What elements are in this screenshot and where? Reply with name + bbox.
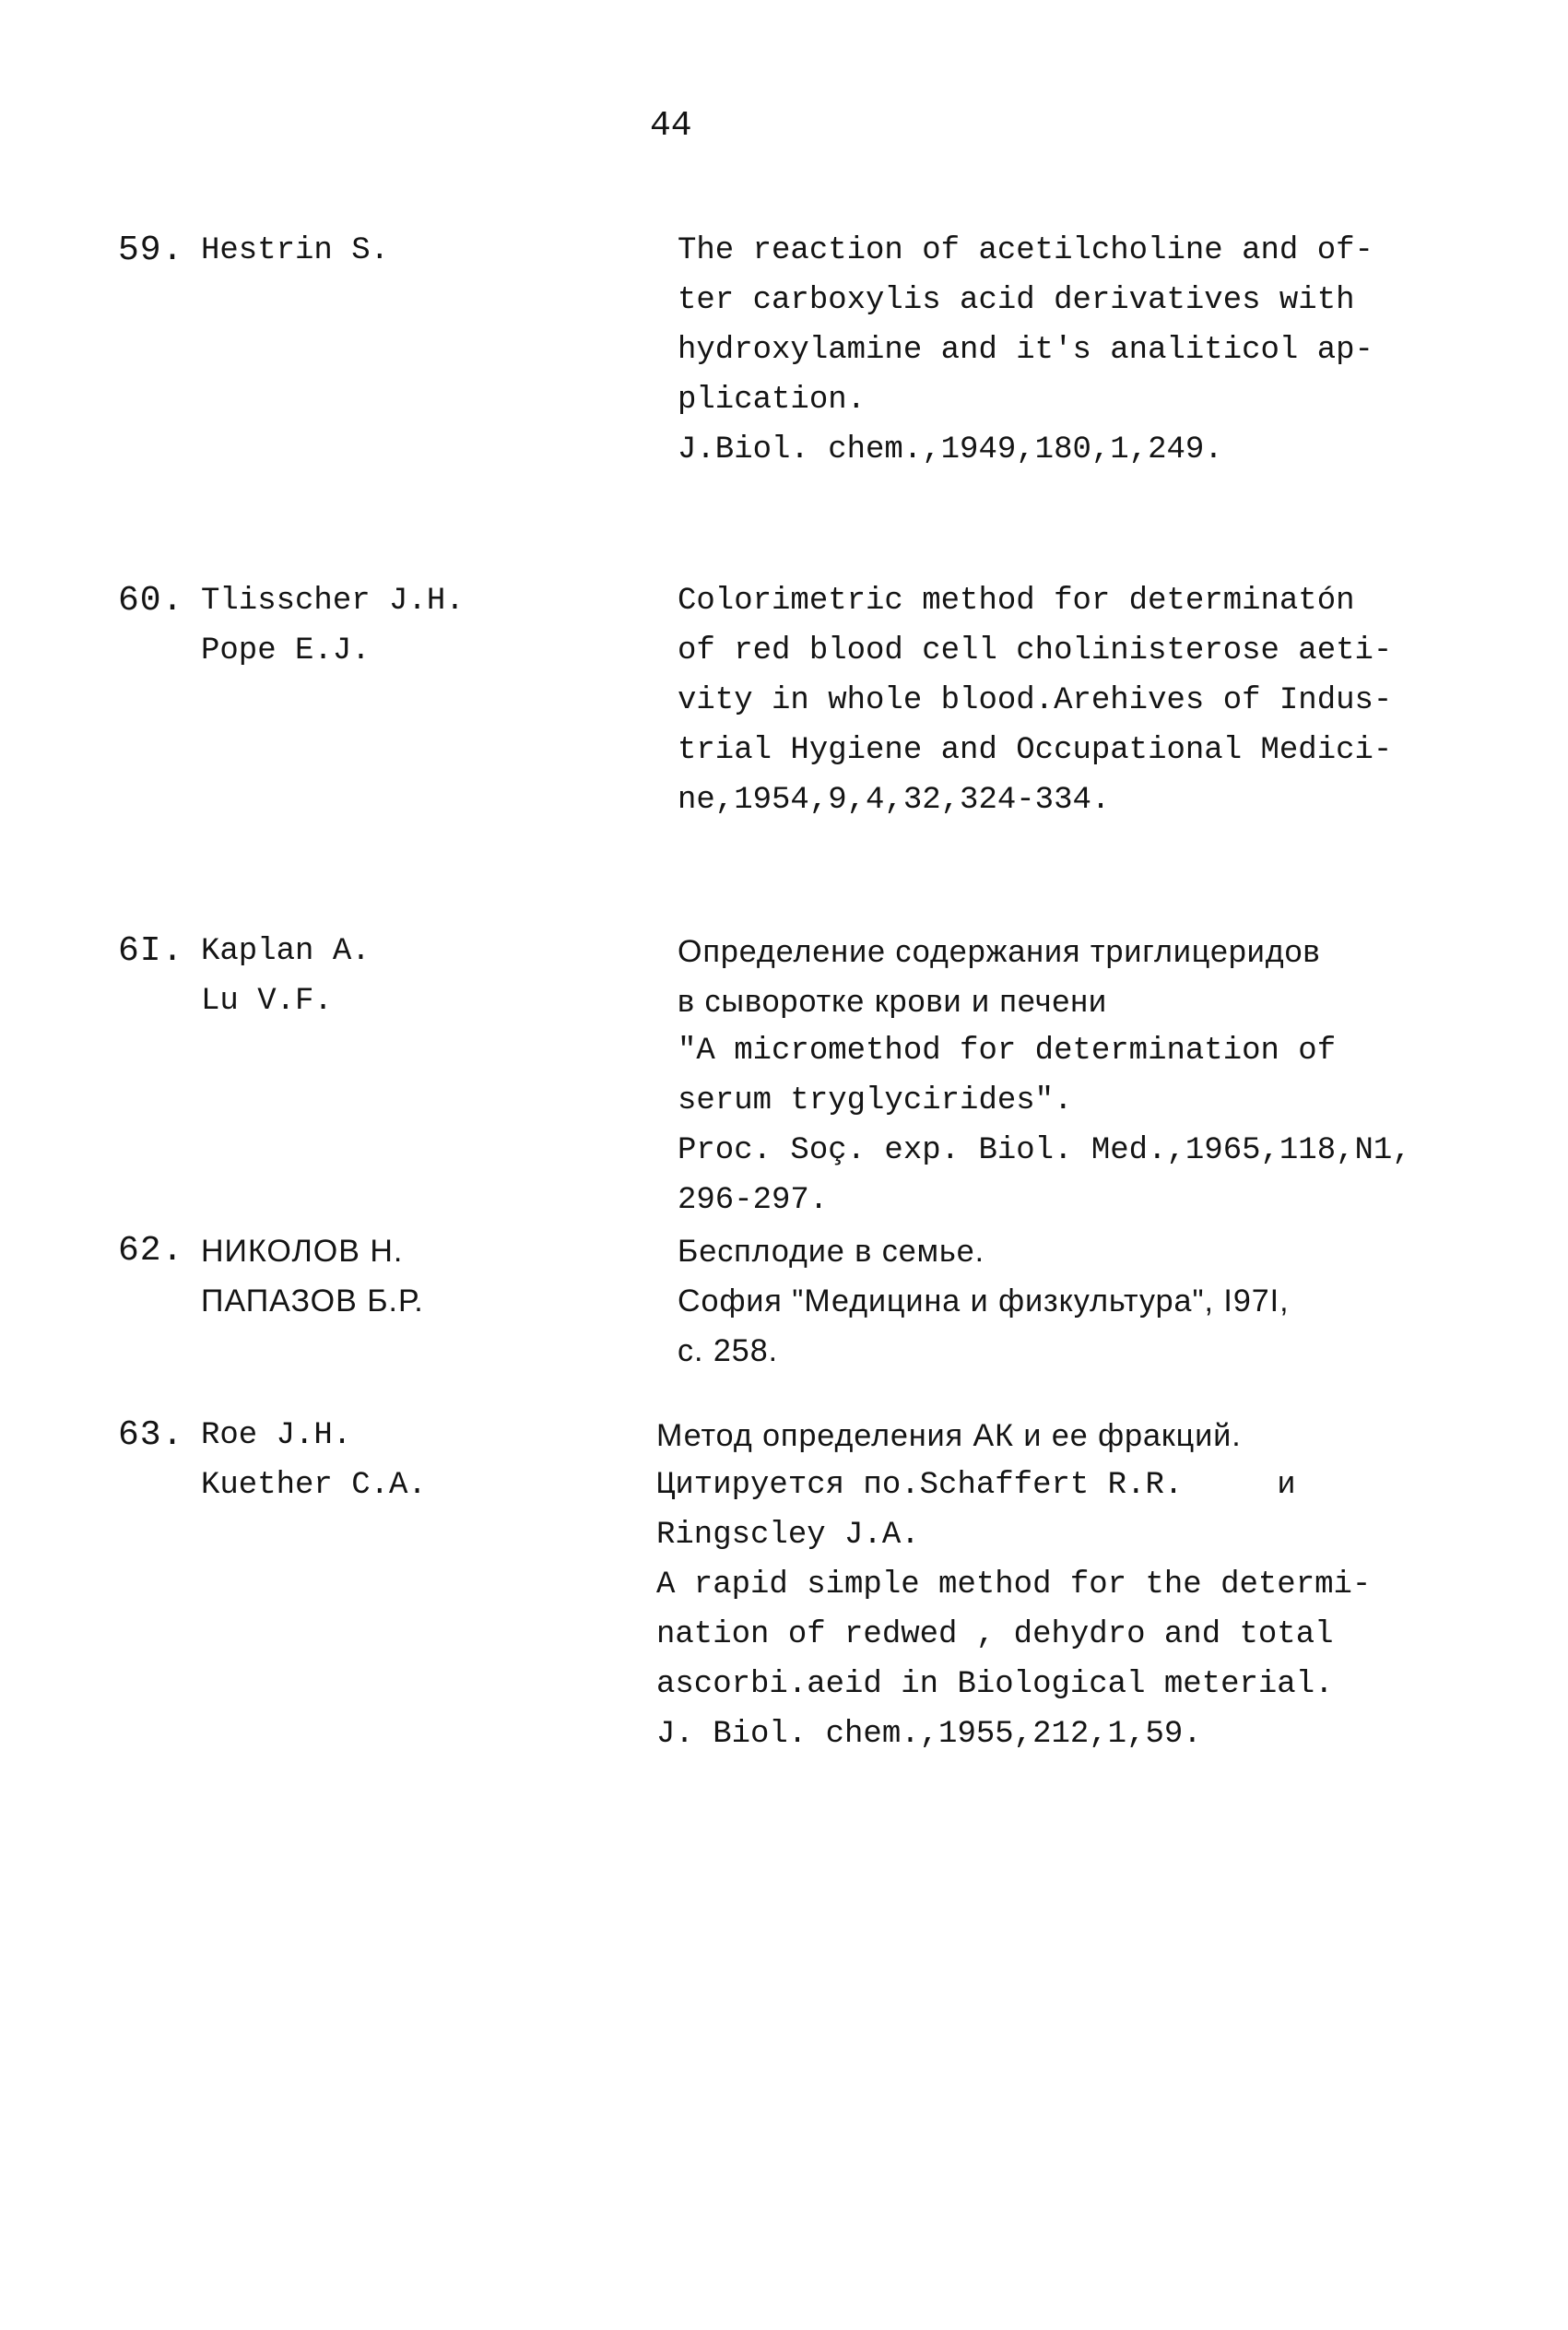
citation-line: hydroxylamine and it's analiticol ap- xyxy=(678,333,1373,368)
citation-line: ascorbi.aeid in Biological meterial. xyxy=(656,1667,1334,1702)
citation-line: София "Медицина и физкультура", I97I, xyxy=(678,1283,1290,1319)
citation-line: J.Biol. chem.,1949,180,1,249. xyxy=(678,432,1223,467)
citation-line: ter carboxylis acid derivatives with xyxy=(678,283,1355,318)
citation-line: A rapid simple method for the determi- xyxy=(656,1567,1372,1603)
citation-line: "A micromethod for determination of xyxy=(678,1034,1337,1069)
citation-line: Colorimetric method for determinatón xyxy=(678,584,1355,619)
citation-line: of red blood cell cholinisterose aeti- xyxy=(678,633,1393,668)
author-line: Tlisscher J.H. xyxy=(201,584,465,619)
author-line: Hestrin S. xyxy=(201,233,390,268)
entry-citation xyxy=(678,576,1392,825)
citation-line: vity in whole blood.Arehives of Indus- xyxy=(678,683,1393,718)
citation-line: J. Biol. chem.,1955,212,1,59. xyxy=(656,1717,1202,1752)
citation-line: serum tryglycirides". xyxy=(678,1083,1073,1118)
entry-authors xyxy=(201,1411,427,1510)
entry-citation xyxy=(678,927,1411,1225)
citation-line: 296-297. xyxy=(678,1183,829,1218)
entry-citation xyxy=(656,1411,1371,1759)
author-line: Kuether C.A. xyxy=(201,1468,427,1503)
citation-line: ne,1954,9,4,32,324-334. xyxy=(678,783,1111,818)
entry-number: 60. xyxy=(118,581,184,621)
author-line: ПАПАЗОВ Б.Р. xyxy=(201,1283,424,1319)
author-line: Lu V.F. xyxy=(201,984,333,1019)
entry-number: 6I. xyxy=(118,931,184,971)
citation-line: Метод определения АК и ее фракций. xyxy=(656,1418,1242,1453)
citation-line: trial Hygiene and Occupational Medici- xyxy=(678,733,1393,768)
citation-line: с. 258. xyxy=(678,1333,779,1368)
citation-line: plication. xyxy=(678,383,867,418)
entry-number: 63. xyxy=(118,1415,184,1455)
author-line: НИКОЛОВ Н. xyxy=(201,1234,404,1269)
citation-line: Proc. Soç. exp. Biol. Med.,1965,118,N1, xyxy=(678,1133,1411,1168)
citation-line: Определение содержания триглицеридов xyxy=(678,934,1321,969)
citation-line: в сыворотке крови и печени xyxy=(678,984,1108,1019)
entry-citation xyxy=(678,1226,1290,1376)
author-line: Pope E.J. xyxy=(201,633,371,668)
author-line: Kaplan A. xyxy=(201,934,371,969)
citation-line: Цитируется по.Schaffert R.R. и xyxy=(656,1468,1296,1503)
page-number: 44 xyxy=(650,106,692,146)
entry-number: 59. xyxy=(118,231,184,270)
entry-citation xyxy=(678,226,1373,475)
citation-line: The reaction of acetilcholine and of- xyxy=(678,233,1373,268)
citation-line: Бесплодие в семье. xyxy=(678,1234,985,1269)
author-line: Roe J.H. xyxy=(201,1418,352,1453)
citation-line: Ringscley J.A. xyxy=(656,1518,920,1553)
entry-number: 62. xyxy=(118,1231,184,1271)
citation-line: nation of redwed , dehydro and total xyxy=(656,1617,1334,1652)
entry-authors xyxy=(201,1226,424,1326)
entry-authors xyxy=(201,576,465,676)
entry-authors xyxy=(201,927,371,1026)
entry-authors xyxy=(201,226,389,276)
